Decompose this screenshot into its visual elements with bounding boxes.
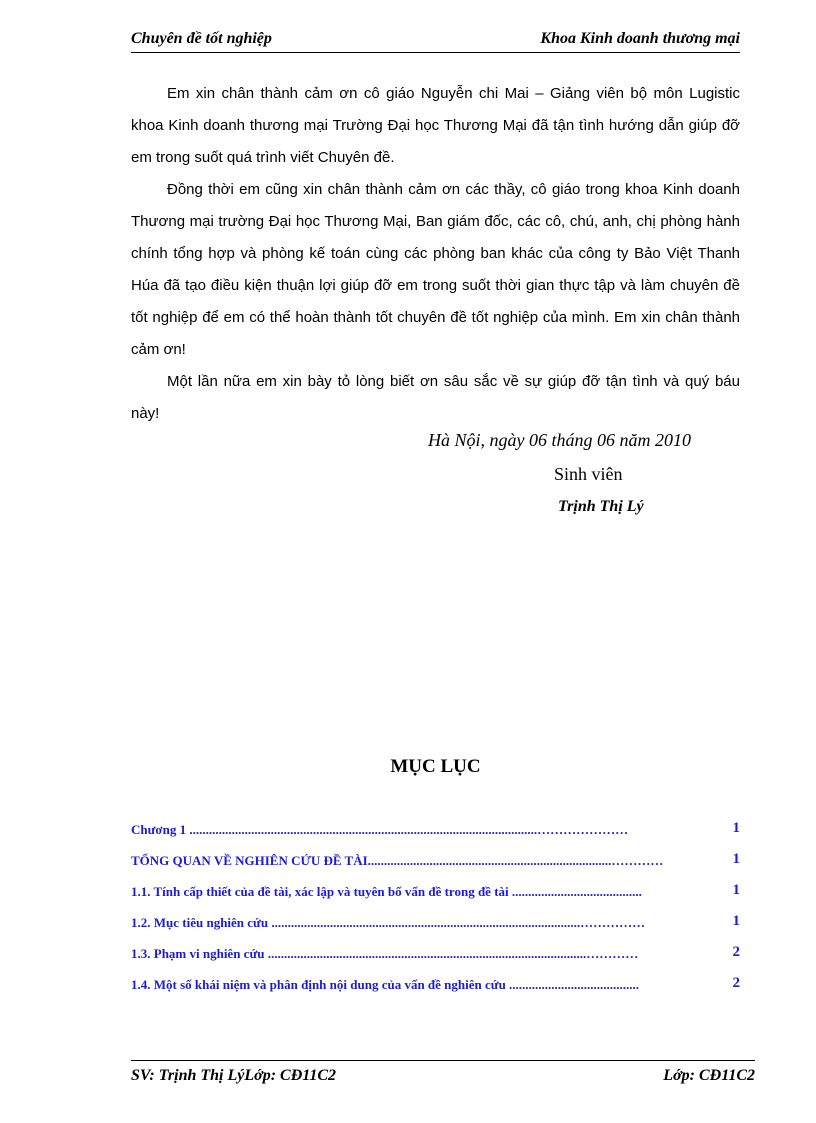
signature-date: Hà Nội, ngày 06 tháng 06 năm 2010: [428, 430, 691, 450]
toc-entry-text: Chương 1 ...........................................................................................................…………………: [131, 822, 629, 837]
toc-page-number: 1: [732, 913, 740, 929]
toc-title: MỤC LỤC: [390, 756, 481, 777]
toc-entry-text: 1.1. Tính cấp thiết của đề tài, xác lập và tuyên bố vấn đề trong đề tài ........................................: [131, 884, 642, 899]
header-right: Khoa Kinh doanh thương mại: [540, 30, 740, 47]
signature-name: Trịnh Thị Lý: [558, 498, 644, 515]
paragraph: Một lần nữa em xin bày tỏ lòng biết ơn sâu sắc về sự giúp đỡ tận tình và quý báu này!: [131, 373, 740, 422]
table-of-contents: [131, 814, 740, 1000]
acknowledgement-body: [131, 78, 740, 430]
toc-page-number: 1: [732, 851, 740, 867]
toc-link-overview[interactable]: [131, 845, 740, 876]
toc-entry-text: 1.4. Một số khái niệm và phân định nội dung của vấn đề nghiên cứu ........................................: [131, 977, 640, 992]
toc-entry-text: 1.3. Phạm vi nghiên cứu ..................................................................................................…………: [131, 946, 639, 961]
footer-left: SV: Trịnh Thị LýLớp: CĐ11C2: [131, 1067, 337, 1084]
toc-entry-text: 1.2. Mục tiêu nghiên cứu ...............................................................................................……………: [131, 915, 646, 930]
paragraph: Em xin chân thành cảm ơn cô giáo Nguyễn chi Mai – Giảng viên bộ môn Lugistic khoa Kinh doanh thương mại Trường Đại học Thương Mại đã tận tình hướng dẫn giúp đỡ em trong suốt quá trình viết Chuyên đề.: [131, 85, 740, 166]
toc-page-number: 2: [732, 944, 740, 960]
toc-link-1-4[interactable]: [131, 969, 740, 1000]
paragraph: Đồng thời em cũng xin chân thành cảm ơn các thầy, cô giáo trong khoa Kinh doanh Thương mại trường Đại học Thương Mại, Ban giám đốc, các cô, chú, anh, chị phòng hành chính tổng hợp và phòng kế toán cùng các phòng ban khác của công ty Bảo Việt Thanh Húa đã tạo điều kiện thuận lợi giúp đỡ em trong suốt thời gian thực tập và làm chuyên đề tốt nghiệp để em có thể hoàn thành tốt chuyên đề tốt nghiệp của mình. Em xin chân thành cảm ơn!: [131, 181, 740, 358]
toc-page-number: 1: [732, 820, 740, 836]
page-header: [131, 26, 740, 53]
toc-link-1-2[interactable]: [131, 907, 740, 938]
page-footer: [131, 1060, 755, 1091]
footer-right: Lớp: CĐ11C2: [663, 1067, 755, 1084]
signature-role: Sinh viên: [554, 464, 623, 484]
toc-link-chapter-1[interactable]: [131, 814, 740, 845]
header-left: Chuyên đề tốt nghiệp: [131, 30, 272, 47]
toc-page-number: 2: [732, 975, 740, 991]
toc-link-1-3[interactable]: [131, 938, 740, 969]
toc-entry-text: TỔNG QUAN VỀ NGHIÊN CỨU ĐỀ TÀI...........................................................................…………: [131, 853, 664, 868]
toc-page-number: 1: [732, 882, 740, 898]
toc-link-1-1[interactable]: [131, 876, 740, 907]
